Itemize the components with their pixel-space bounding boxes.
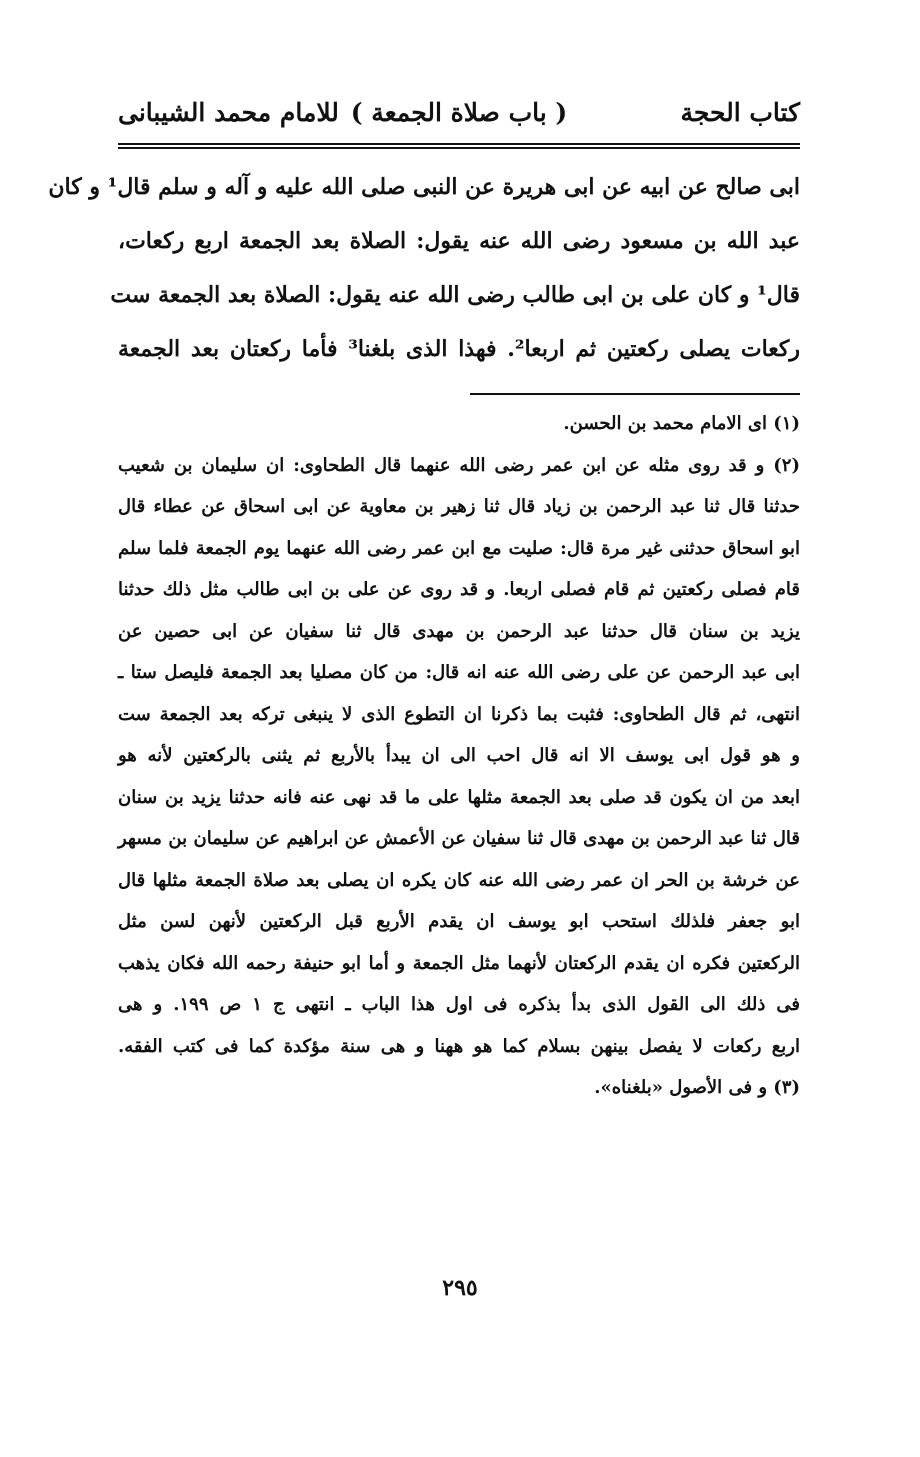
footnote-line: اربع ركعات لا يفصل بينهن بسلام كما هو ههنا و هى سنة مؤكدة كما فى كتب الفقه. <box>118 1035 800 1057</box>
body-line: عبد الله بن مسعود رضى الله عنه يقول: الصلاة بعد الجمعة اربع ركعات، <box>118 228 800 254</box>
book-title: كتاب الحجة <box>680 98 800 127</box>
footnote-line: يزيد بن سنان قال حدثنا عبد الرحمن بن مهدى قال ثنا سفيان عن ابى حصين عن <box>118 620 800 642</box>
footnote-line: عن خرشة بن الحر ان عمر رضى الله عنه كان يكره ان يصلى بعد صلاة الجمعة مثلها قال <box>118 869 801 891</box>
footnote-line: قال ثنا عبد الرحمن بن مهدى قال ثنا سفيان عن الأعمش عن ابراهيم عن سليمان بن مسهر <box>118 828 800 849</box>
footnote-line: (١) اى الامام محمد بن الحسن. <box>563 413 800 434</box>
footnote-line: انتهى، ثم قال الطحاوى: فثبت بما ذكرنا ان التطوع الذى لا ينبغى تركه بعد الجمعة ست <box>118 703 800 725</box>
header-double-rule <box>118 143 800 149</box>
main-text <box>48 160 800 376</box>
footnote-line: و هو قول ابى يوسف الا انه قال احب الى ان يبدأ بالأربع ثم يثنى بالركعتين لأنه هو <box>118 745 800 766</box>
running-head <box>118 88 800 138</box>
body-line: ركعات يصلى ركعتين ثم اربعا². فهذا الذى بلغنا³ فأما ركعتان بعد الجمعة <box>118 336 800 362</box>
footnote-line: قام فصلى ركعتين ثم قام فصلى اربعا. و قد روى عن على بن ابى طالب مثل ذلك حدثنا <box>118 579 800 600</box>
footnotes <box>118 403 800 1109</box>
footnote-line: حدثنا قال ثنا عبد الرحمن بن زياد قال ثنا زهير بن معاوية عن ابى اسحاق عن عطاء قال <box>118 496 800 517</box>
footnote-line: (٣) و فى الأصول «بلغناه». <box>594 1077 800 1098</box>
body-line: ابى صالح عن ابيه عن ابى هريرة عن النبى صلى الله عليه و آله و سلم قال¹ و كان <box>48 174 800 200</box>
footnote-line: ابو اسحاق حدثنى غير مرة قال: صليت مع ابن عمر رضى الله عنهما يوم الجمعة فلما سلم <box>118 537 800 559</box>
footnote-line: ابى عبد الرحمن عن على رضى الله عنه انه قال: من كان مصليا بعد الجمعة فليصل ستا ـ <box>118 662 800 683</box>
page-number: ٢٩٥ <box>442 1275 478 1301</box>
author-name: للامام محمد الشيبانى <box>118 98 339 127</box>
footnote-line: فى ذلك الى القول الذى بدأ بذكره فى اول هذا الباب ـ انتهى ج ١ ص ١٩٩. و هى <box>118 994 800 1015</box>
footnote-line: الركعتين فكره ان يقدم الركعتان لأنهما مثل الجمعة و أما ابو حنيفة رحمه الله فكان يذهب <box>118 952 800 974</box>
footnote-separator <box>470 393 800 395</box>
footnote-line: ابعد من ان يكون قد صلى بعد الجمعة مثلها على ما قد نهى عنه فانه حدثنا يزيد بن سنان <box>118 786 800 808</box>
body-line: قال¹ و كان على بن ابى طالب رضى الله عنه يقول: الصلاة بعد الجمعة ست <box>110 282 800 308</box>
chapter-title: ( باب صلاة الجمعة ) <box>350 98 568 127</box>
footnote-line: (٢) و قد روى مثله عن ابن عمر رضى الله عنهما قال الطحاوى: ان سليمان بن شعيب <box>118 454 800 476</box>
footnote-line: ابو جعفر فلذلك استحب ابو يوسف ان يقدم الأربع قبل الركعتين لأنهن لسن مثل <box>118 911 800 932</box>
